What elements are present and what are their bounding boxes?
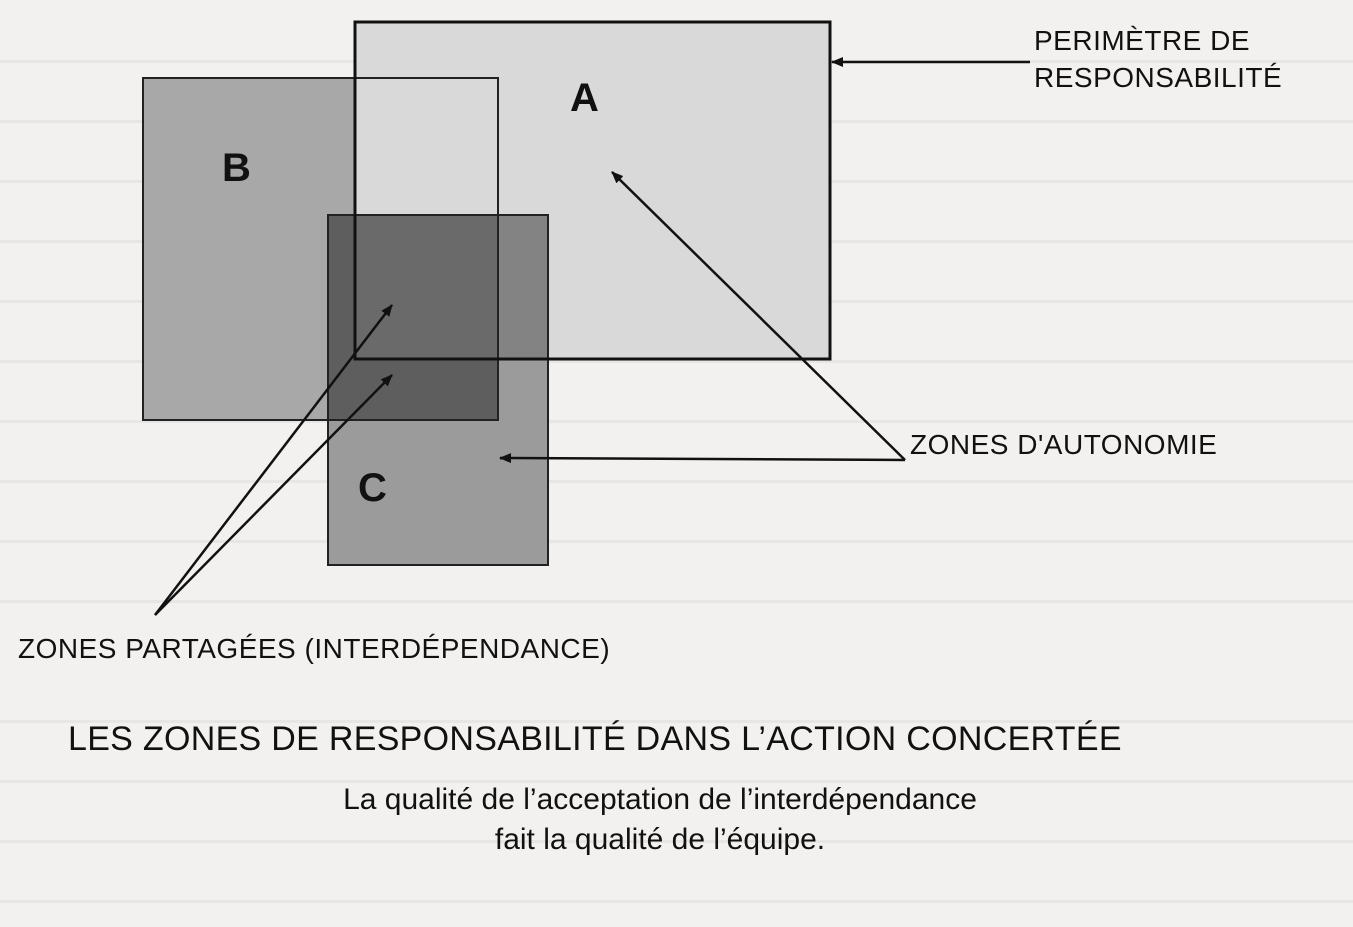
zone-b-label: B: [222, 146, 251, 190]
shared-zones-label: ZONES PARTAGÉES (INTERDÉPENDANCE): [18, 633, 611, 664]
autonomy-label: ZONES D'AUTONOMIE: [910, 429, 1218, 460]
zone-c-label: C: [358, 466, 387, 510]
figure-subtitle-line2: fait la qualité de l’équipe.: [494, 823, 826, 856]
perimeter-label-line1: PERIMÈTRE DE: [1034, 25, 1251, 56]
perimeter-label-line2: RESPONSABILITÉ: [1034, 62, 1283, 93]
figure-subtitle-line1: La qualité de l’acceptation de l’interdépendance: [343, 783, 977, 816]
overlap-a-b-c: [355, 215, 498, 359]
figure-subtitle: [220, 780, 1100, 860]
arrow-autonomy-c: [500, 458, 905, 460]
perimeter-label: [1034, 22, 1282, 96]
figure-title: LES ZONES DE RESPONSABILITÉ DANS L’ACTION CONCERTÉE: [68, 720, 1122, 758]
zone-a-label: A: [570, 76, 599, 120]
